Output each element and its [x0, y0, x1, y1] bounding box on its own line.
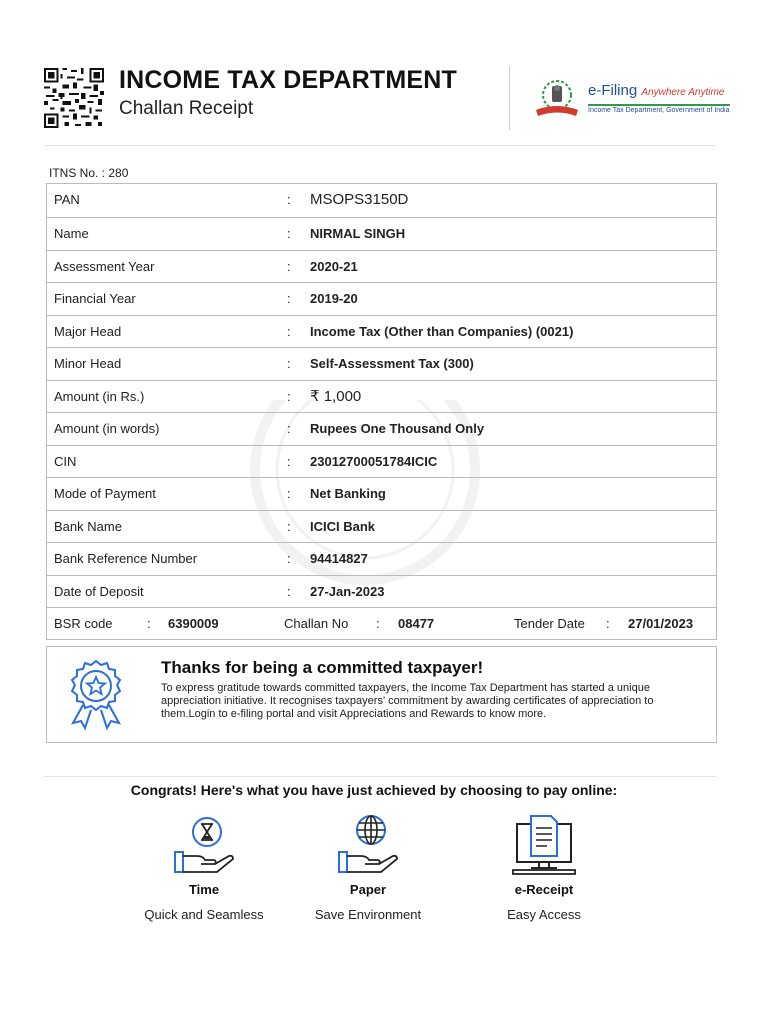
- detail-row-bank-name: Bank Name : ICICI Bank: [47, 511, 716, 544]
- qr-code-icon: [44, 68, 104, 128]
- header-separator: [44, 145, 716, 146]
- header-divider: [509, 66, 510, 130]
- pan-value: MSOPS3150D: [310, 191, 409, 208]
- detail-row-date-of-deposit: Date of Deposit : 27-Jan-2023: [47, 576, 716, 609]
- benefit-time-subtitle: Quick and Seamless: [144, 907, 264, 922]
- benefit-ereceipt: [464, 812, 624, 922]
- bsr-code-label: BSR code: [54, 616, 113, 631]
- detail-row-mode-of-payment: Mode of Payment : Net Banking: [47, 478, 716, 511]
- detail-row-name: Name : NIRMAL SINGH: [47, 218, 716, 251]
- detail-row-pan: PAN : MSOPS3150D: [47, 184, 716, 218]
- assessment-year-value: 2020-21: [310, 258, 358, 274]
- header: [44, 66, 730, 130]
- detail-row-cin: CIN : 23012700051784ICIC: [47, 446, 716, 479]
- section-separator: [44, 776, 716, 777]
- bank-reference-value: 94414827: [310, 551, 368, 566]
- hourglass-hand-icon: [169, 812, 239, 882]
- detail-row-bank-reference: Bank Reference Number : 94414827: [47, 543, 716, 576]
- logo-main-text: e-Filing Anywhere Anytime: [588, 82, 725, 99]
- congrats-heading: Congrats! Here's what you have just achieved by choosing to pay online:: [130, 782, 618, 798]
- logo-sub-text: Income Tax Department, Government of India: [588, 104, 730, 114]
- bsr-code-value: 6390009: [168, 616, 219, 631]
- cin-value: 23012700051784ICIC: [310, 453, 438, 469]
- emblem-icon: [532, 78, 582, 120]
- challan-no-label: Challan No: [284, 616, 349, 631]
- bank-name-value: ICICI Bank: [310, 518, 376, 534]
- benefit-paper: [288, 812, 448, 922]
- document-monitor-icon: [509, 812, 579, 882]
- detail-row-amount-words: Amount (in words) : Rupees One Thousand Only: [47, 413, 716, 446]
- thanks-title: Thanks for being a committed taxpayer!: [161, 658, 484, 677]
- mode-of-payment-value: Net Banking: [310, 486, 386, 501]
- benefit-ereceipt-title: e-Receipt: [514, 882, 574, 897]
- amount-words-value: Rupees One Thousand Only: [310, 421, 485, 436]
- detail-row-assessment-year: Assessment Year : 2020-21: [47, 251, 716, 284]
- challan-details-table: [46, 183, 717, 640]
- minor-head-value: Self-Assessment Tax (300): [310, 356, 474, 371]
- challan-no-value: 08477: [398, 616, 435, 631]
- efiling-logo: [532, 78, 730, 120]
- detail-row-minor-head: Minor Head : Self-Assessment Tax (300): [47, 348, 716, 381]
- benefit-ereceipt-subtitle: Easy Access: [507, 907, 581, 922]
- name-value: NIRMAL SINGH: [310, 226, 406, 241]
- benefit-paper-subtitle: Save Environment: [314, 907, 422, 922]
- bsr-row: BSR code : 6390009 Challan No : 08477 Tender Date : 27/01/2023: [47, 608, 716, 639]
- benefit-time-title: Time: [188, 882, 220, 897]
- thanks-body: To express gratitude towards committed taxpayers, the Income Tax Department has started a unique appreciation initiative. It recognises taxpayers' commitment by awarding certificates of appreciation to them.Login to e-filing portal and visit Appreciations and Rewards to know more.: [161, 682, 654, 720]
- date-of-deposit-value: 27-Jan-2023: [310, 583, 385, 599]
- detail-row-amount: Amount (in Rs.) : ₹ 1,000: [47, 381, 716, 414]
- tender-date-value: 27/01/2023: [628, 616, 694, 631]
- thanks-box: [46, 646, 717, 743]
- page-title: INCOME TAX DEPARTMENT: [119, 66, 457, 94]
- financial-year-value: 2019-20: [310, 291, 358, 306]
- award-badge-icon: [63, 657, 129, 731]
- major-head-value: Income Tax (Other than Companies) (0021): [310, 323, 574, 339]
- benefit-time: [124, 812, 284, 922]
- benefit-paper-title: Paper: [349, 882, 387, 897]
- tender-date-label: Tender Date: [514, 616, 585, 631]
- detail-row-major-head: Major Head : Income Tax (Other than Companies) (0021): [47, 316, 716, 349]
- itns-number: ITNS No. : 280: [49, 166, 129, 180]
- amount-value: ₹ 1,000: [310, 387, 362, 405]
- page-subtitle: Challan Receipt: [119, 98, 254, 119]
- globe-hand-icon: [333, 812, 403, 882]
- detail-row-financial-year: Financial Year : 2019-20: [47, 283, 716, 316]
